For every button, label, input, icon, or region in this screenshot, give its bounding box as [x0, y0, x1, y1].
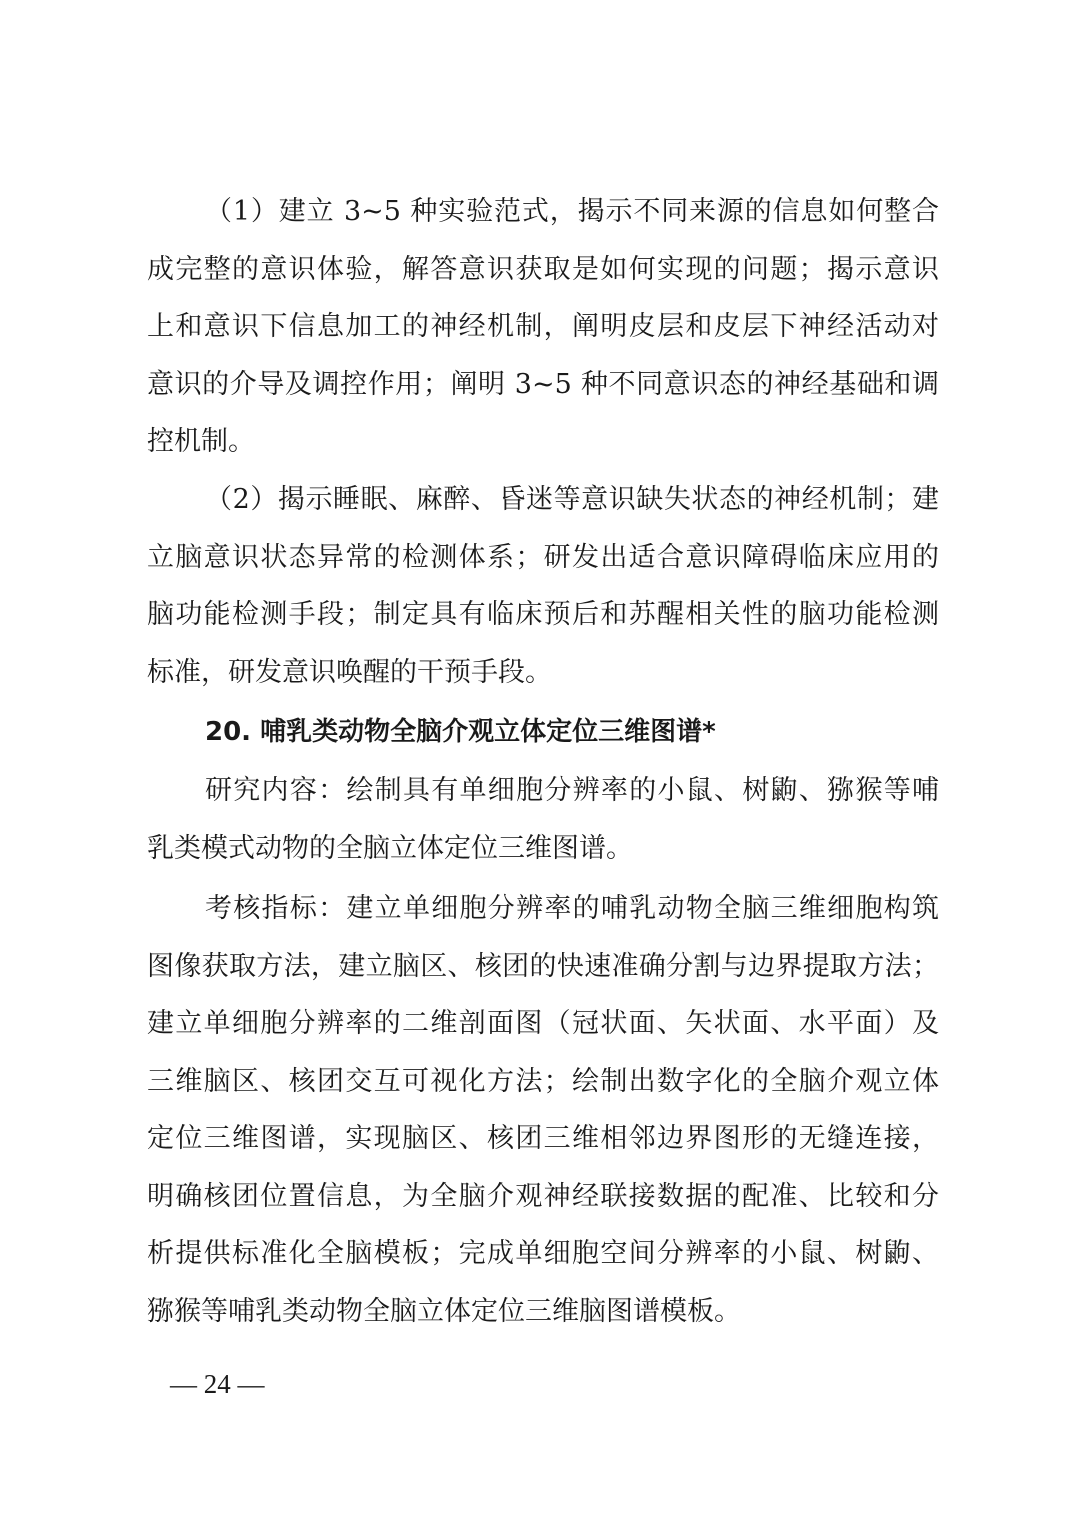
section-heading: 20. 哺乳类动物全脑介观立体定位三维图谱* [205, 717, 716, 747]
paragraph-line: 立脑意识状态异常的检测体系；研发出适合意识障碍临床应用的 [147, 541, 939, 573]
paragraph-line: 脑功能检测手段；制定具有临床预后和苏醒相关性的脑功能检测 [147, 599, 939, 630]
paragraph-line: 考核指标：建立单细胞分辨率的哺乳动物全脑三维细胞构筑 [205, 893, 939, 924]
research-content [147, 762, 939, 877]
paragraph-line: 标准，研发意识唤醒的干预手段。 [147, 656, 552, 688]
paragraph-line: 析提供标准化全脑模板；完成单细胞空间分辨率的小鼠、树鼩、 [147, 1238, 939, 1269]
paragraph-line: 图像获取方法，建立脑区、核团的快速准确分割与边界提取方法； [147, 950, 939, 982]
paragraph-line: 建立单细胞分辨率的二维剖面图（冠状面、矢状面、水平面）及 [147, 1008, 939, 1039]
section-heading-block [147, 704, 939, 762]
page-number: — 24 — [170, 1369, 265, 1399]
paragraph-line: 上和意识下信息加工的神经机制，阐明皮层和皮层下神经活动对 [147, 311, 939, 342]
paragraph-line: 定位三维图谱，实现脑区、核团三维相邻边界图形的无缝连接， [147, 1123, 939, 1154]
paragraph-1 [147, 183, 939, 471]
paragraph-line: （2）揭示睡眠、麻醉、昏迷等意识缺失状态的神经机制；建 [205, 484, 939, 515]
paragraph-line: 意识的介导及调控作用；阐明 3~5 种不同意识态的神经基础和调 [147, 368, 939, 400]
paragraph-line: 乳类模式动物的全脑立体定位三维图谱。 [147, 832, 633, 864]
paragraph-line: 三维脑区、核团交互可视化方法；绘制出数字化的全脑介观立体 [147, 1065, 939, 1097]
paragraph-line: 猕猴等哺乳类动物全脑立体定位三维脑图谱模板。 [147, 1295, 741, 1327]
paragraph-line: （1）建立 3~5 种实验范式，揭示不同来源的信息如何整合 [205, 196, 939, 227]
assessment-indicators [147, 880, 939, 1340]
paragraph-line: 明确核团位置信息，为全脑介观神经联接数据的配准、比较和分 [147, 1180, 939, 1212]
paragraph-2 [147, 471, 939, 701]
paragraph-line: 控机制。 [147, 426, 255, 457]
paragraph-line: 研究内容：绘制具有单细胞分辨率的小鼠、树鼩、猕猴等哺 [205, 775, 939, 806]
paragraph-line: 成完整的意识体验，解答意识获取是如何实现的问题；揭示意识 [147, 253, 939, 285]
